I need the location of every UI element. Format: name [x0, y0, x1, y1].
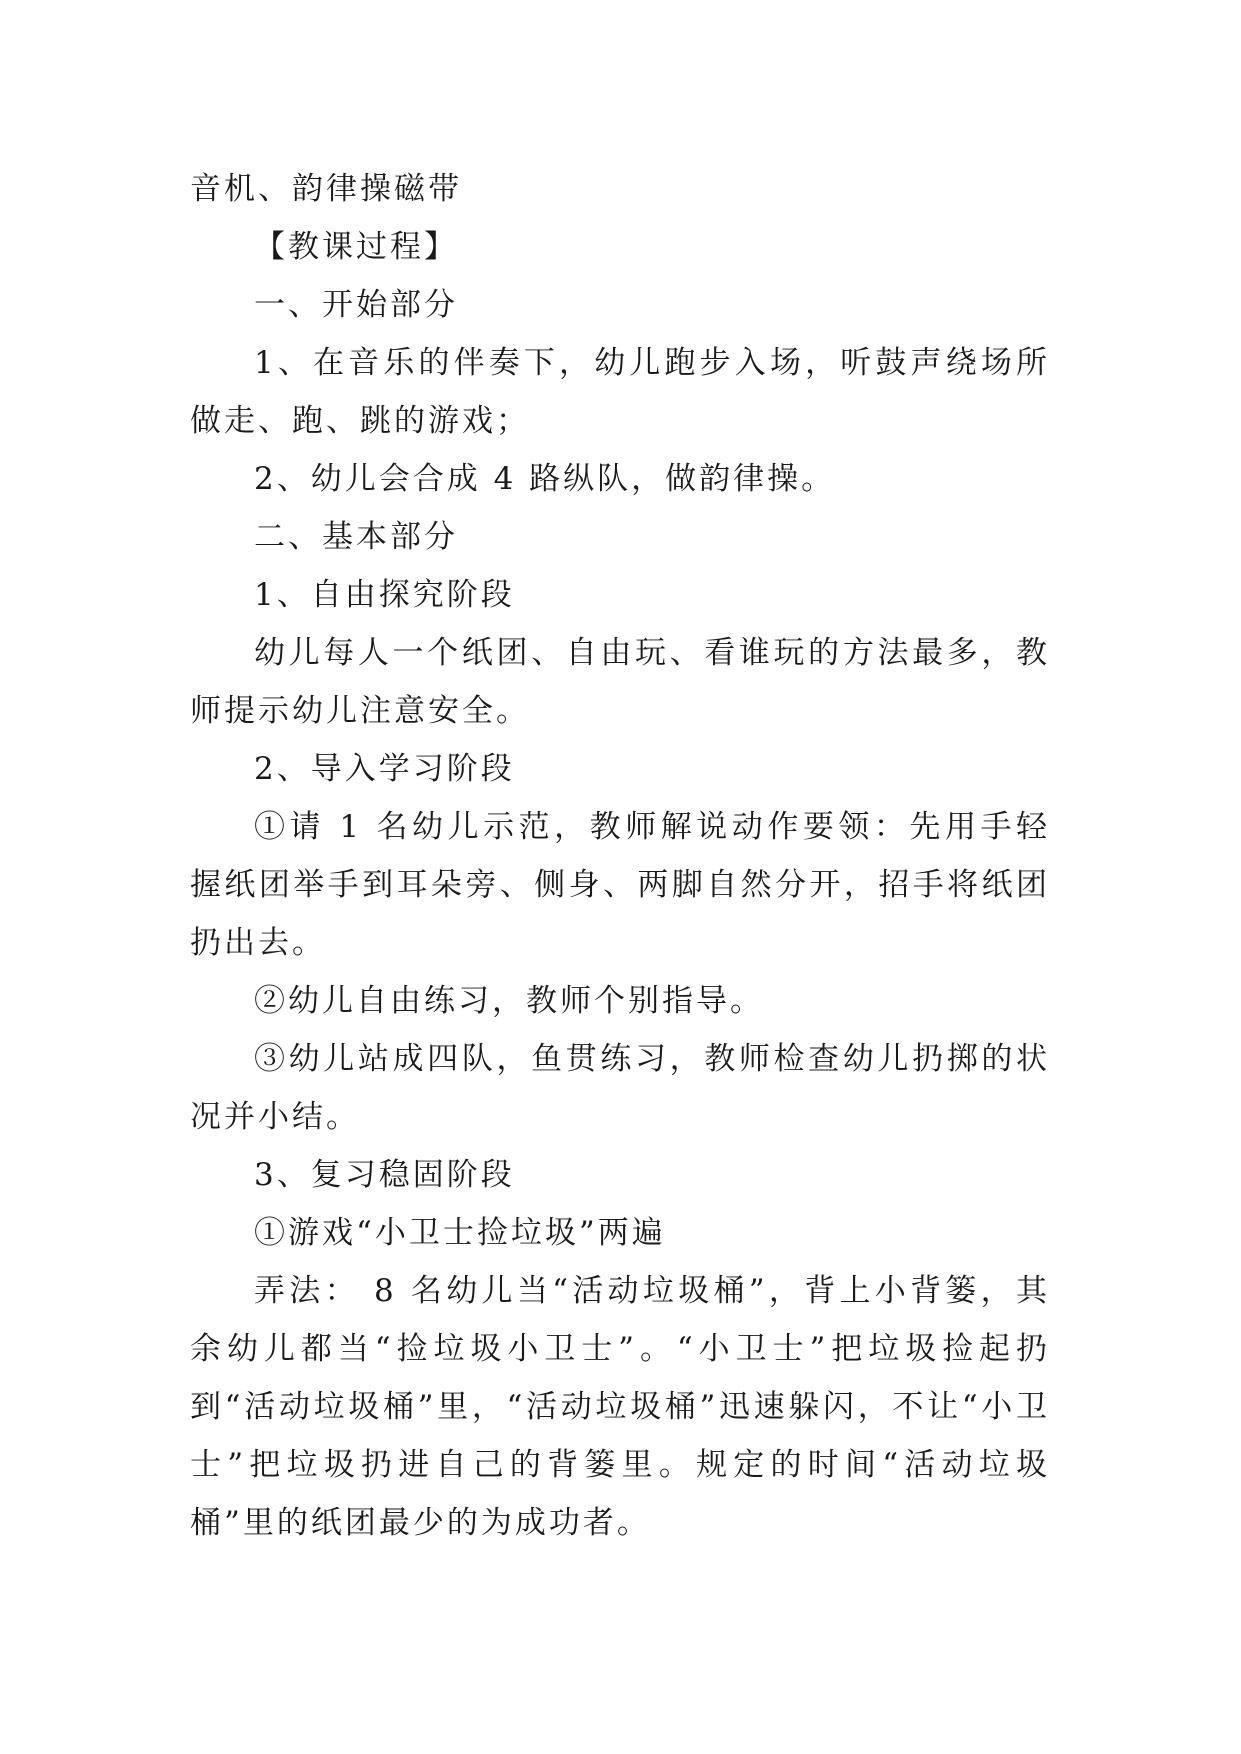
- document-page: [190, 160, 1050, 1552]
- section-heading-start: 一、开始部分: [254, 287, 458, 323]
- paragraph-game-rules: 弄法： 8 名幼儿当“活动垃圾桶”，背上小背篓，其余幼儿都当“捡垃圾小卫士”。“小卫士”把垃圾捡起扔到“活动垃圾桶”里，“活动垃圾桶”迅速躲闪，不让“小卫士”把垃圾扔进自己的背篓里。规定的时间“活动垃圾桶”里的纸团最少的为成功者。: [190, 1273, 1050, 1541]
- paragraph-guided-2: ②幼儿自由练习，教师个别指导。: [254, 983, 764, 1019]
- section-heading-basic: 二、基本部分: [254, 519, 458, 555]
- paragraph-guided-1: ①请 1 名幼儿示范，教师解说动作要领：先用手轻握纸团举手到耳朵旁、侧身、两脚自然分开，招手将纸团扔出去。: [190, 809, 1050, 961]
- section-heading-teaching-process: 【教课过程】: [254, 229, 458, 265]
- subheading-guided-learning: 2、导入学习阶段: [254, 751, 515, 787]
- paragraph-start-1: 1、在音乐的伴奏下，幼儿跑步入场，听鼓声绕场所做走、跑、跳的游戏；: [190, 345, 1050, 439]
- paragraph-review-game: ①游戏“小卫士捡垃圾”两遍: [254, 1215, 666, 1251]
- paragraph-materials: 音机、韵律操磁带: [190, 171, 462, 207]
- subheading-review: 3、复习稳固阶段: [254, 1157, 515, 1193]
- paragraph-guided-3: ③幼儿站成四队，鱼贯练习，教师检查幼儿扔掷的状况并小结。: [190, 1041, 1050, 1135]
- paragraph-free-explore: 幼儿每人一个纸团、自由玩、看谁玩的方法最多，教师提示幼儿注意安全。: [190, 635, 1050, 729]
- paragraph-start-2: 2、幼儿会合成 4 路纵队，做韵律操。: [254, 461, 836, 497]
- subheading-free-explore: 1、自由探究阶段: [254, 577, 515, 613]
